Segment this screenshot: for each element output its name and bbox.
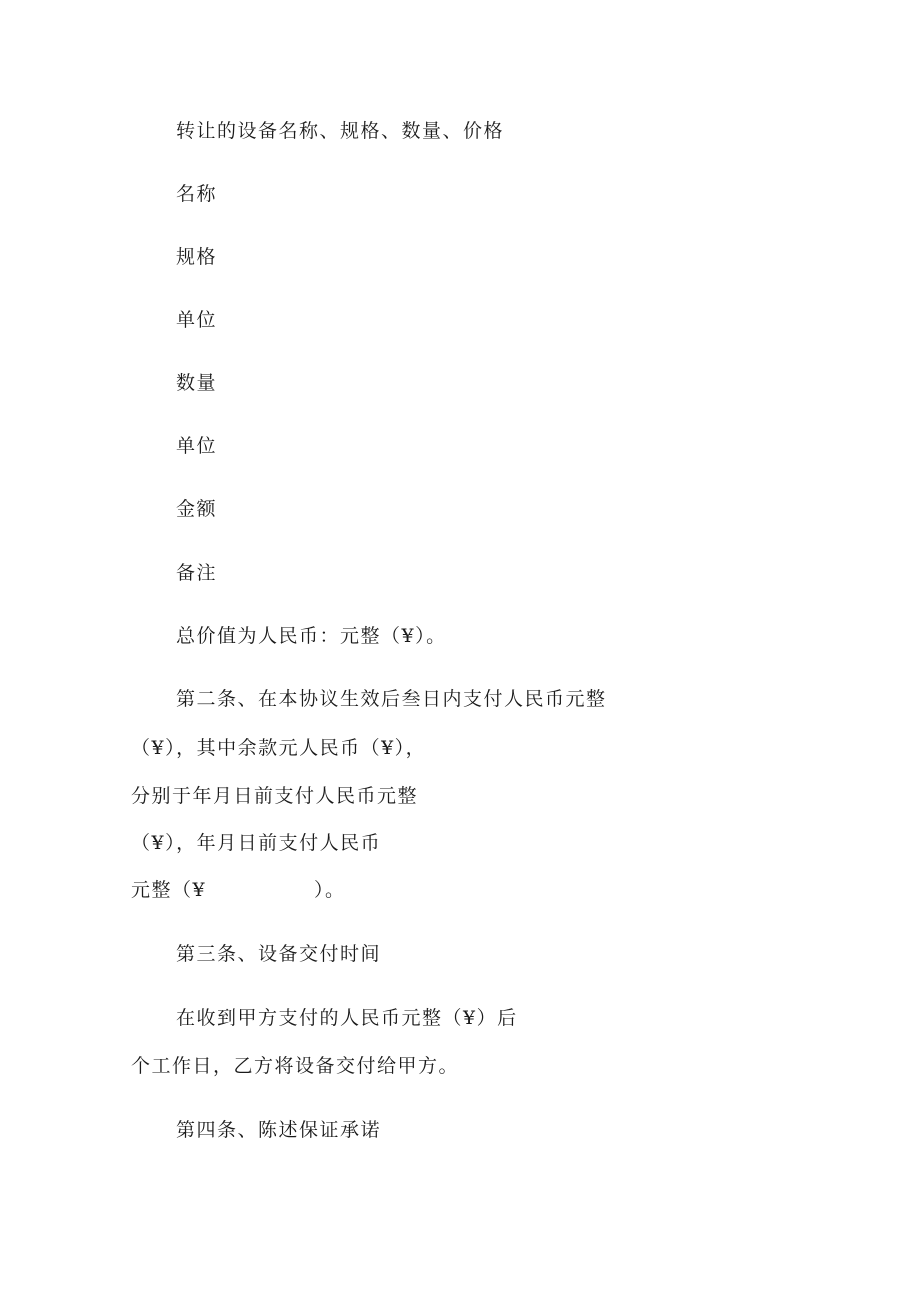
- field-unit: 单位: [176, 309, 218, 331]
- article2-line2: （¥），其中余款元人民币（¥），: [131, 737, 427, 759]
- article2-line4: （¥），年月日前支付人民币: [131, 832, 382, 854]
- field-name: 名称: [176, 183, 218, 205]
- field-unit-2: 单位: [176, 435, 218, 457]
- field-amount: 金额: [176, 498, 218, 520]
- article2-line1: 第二条、在本协议生效后叁日内支付人民币元整: [176, 688, 607, 710]
- article2-line5-end: ）。: [314, 879, 346, 901]
- field-spec: 规格: [176, 246, 218, 268]
- total-value-line: 总价值为人民币：元整（¥）。: [176, 625, 447, 647]
- article2-line5-start: 元整（¥: [131, 879, 207, 901]
- article3-line2: 个工作日，乙方将设备交付给甲方。: [131, 1055, 460, 1077]
- article2-line3: 分别于年月日前支付人民币元整: [131, 785, 419, 807]
- article4-title: 第四条、陈述保证承诺: [176, 1119, 382, 1141]
- article3-title: 第三条、设备交付时间: [176, 943, 382, 965]
- intro-line: 转让的设备名称、规格、数量、价格: [176, 120, 505, 142]
- field-quantity: 数量: [176, 372, 218, 394]
- article3-line1: 在收到甲方支付的人民币元整（¥）后: [176, 1007, 518, 1029]
- field-remarks: 备注: [176, 562, 218, 584]
